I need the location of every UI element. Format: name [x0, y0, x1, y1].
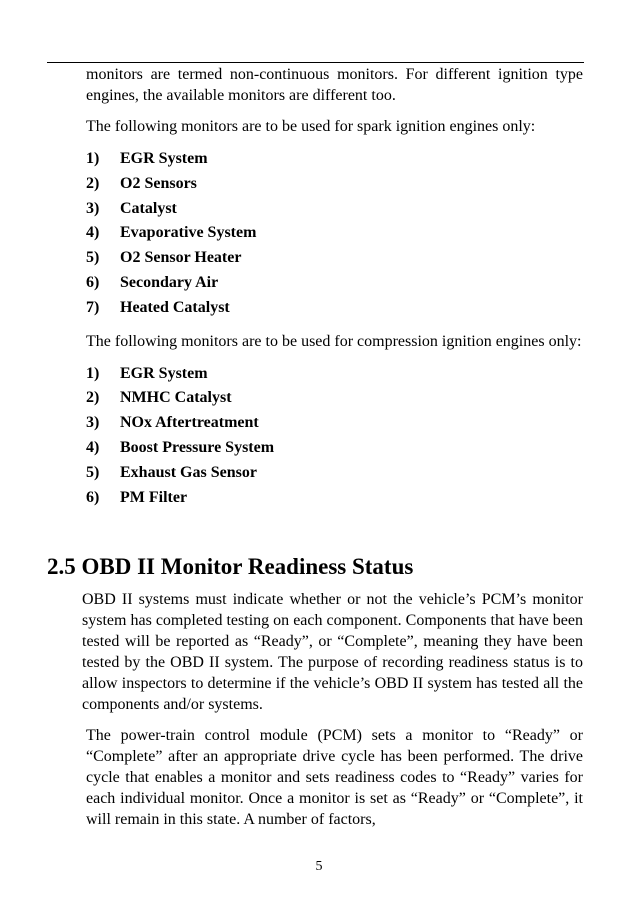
list-item — [86, 246, 583, 271]
list-item — [86, 271, 583, 296]
list-item — [86, 411, 583, 436]
spark-ignition-monitor-list — [86, 147, 583, 321]
list-item-label: Secondary Air — [120, 273, 219, 291]
list-item-number: 5) — [86, 249, 100, 267]
list-item-label: PM Filter — [120, 488, 188, 506]
list-item-label: NMHC Catalyst — [120, 389, 232, 407]
list-item-label: Heated Catalyst — [120, 298, 230, 316]
monitor-lists-section — [86, 64, 583, 520]
list-item — [86, 197, 583, 222]
readiness-paragraph-2: The power-train control module (PCM) sets a monitor to “Ready” or “Complete” after an appropriate drive cycle has been performed. The drive cycle that enables a monitor and sets readiness codes to “Ready” varies for each individual monitor. Once a monitor is set as “Ready” or “Complete”, it will remain in this state. A number of factors, — [86, 727, 583, 828]
list-item-label: EGR System — [120, 150, 208, 167]
list-item — [86, 172, 583, 197]
list-item-number: 2) — [86, 389, 100, 407]
list-item-number: 4) — [86, 438, 100, 456]
readiness-status-section — [82, 589, 583, 830]
header-rule — [47, 62, 584, 63]
list-item-label: Catalyst — [120, 199, 177, 217]
compression-ignition-intro: The following monitors are to be used for compression ignition engines only: — [86, 332, 582, 350]
list-item-label: EGR System — [120, 364, 208, 382]
list-item — [86, 486, 583, 511]
spark-ignition-intro: The following monitors are to be used for spark ignition engines only: — [86, 118, 536, 135]
list-item-number: 4) — [86, 224, 100, 242]
list-item-label: NOx Aftertreatment — [120, 414, 259, 432]
list-item-number: 3) — [86, 199, 100, 217]
list-item — [86, 461, 583, 486]
list-item-number: 6) — [86, 273, 100, 291]
list-item — [86, 362, 583, 387]
compression-ignition-monitor-list — [86, 362, 583, 511]
list-item — [86, 296, 583, 321]
list-item-number: 2) — [86, 174, 100, 192]
list-item-number: 3) — [86, 414, 100, 432]
section-heading: 2.5 OBD II Monitor Readiness Status — [47, 554, 414, 579]
list-item — [86, 436, 583, 461]
list-item-label: O2 Sensor Heater — [120, 249, 242, 267]
list-item-label: Boost Pressure System — [120, 438, 275, 456]
intro-paragraph: monitors are termed non-continuous monitors. For different ignition type engines, the available monitors are different too. — [86, 66, 583, 104]
list-item-number: 1) — [86, 364, 100, 382]
first-paragraph-wrap — [82, 589, 583, 715]
list-item-label: Evaporative System — [120, 224, 257, 242]
list-item-number: 5) — [86, 463, 100, 481]
list-item-label: Exhaust Gas Sensor — [120, 463, 257, 481]
list-item-number: 7) — [86, 298, 100, 316]
list-item — [86, 221, 583, 246]
page-number: 5 — [315, 859, 323, 874]
list-item-label: O2 Sensors — [120, 174, 197, 192]
list-item-number: 6) — [86, 488, 100, 506]
list-item — [86, 147, 583, 172]
readiness-paragraph-1: OBD II systems must indicate whether or not the vehicle’s PCM’s monitor system has completed testing on each component. Components that have been tested will be reported as “Ready”, or “Complete”, meaning they have been tested by the OBD II system. The purpose of recording readiness status is to allow inspectors to determine if the vehicle’s OBD II system has tested all the components and/or systems. — [82, 591, 583, 713]
list-item — [86, 386, 583, 411]
list-item-number: 1) — [86, 150, 100, 167]
